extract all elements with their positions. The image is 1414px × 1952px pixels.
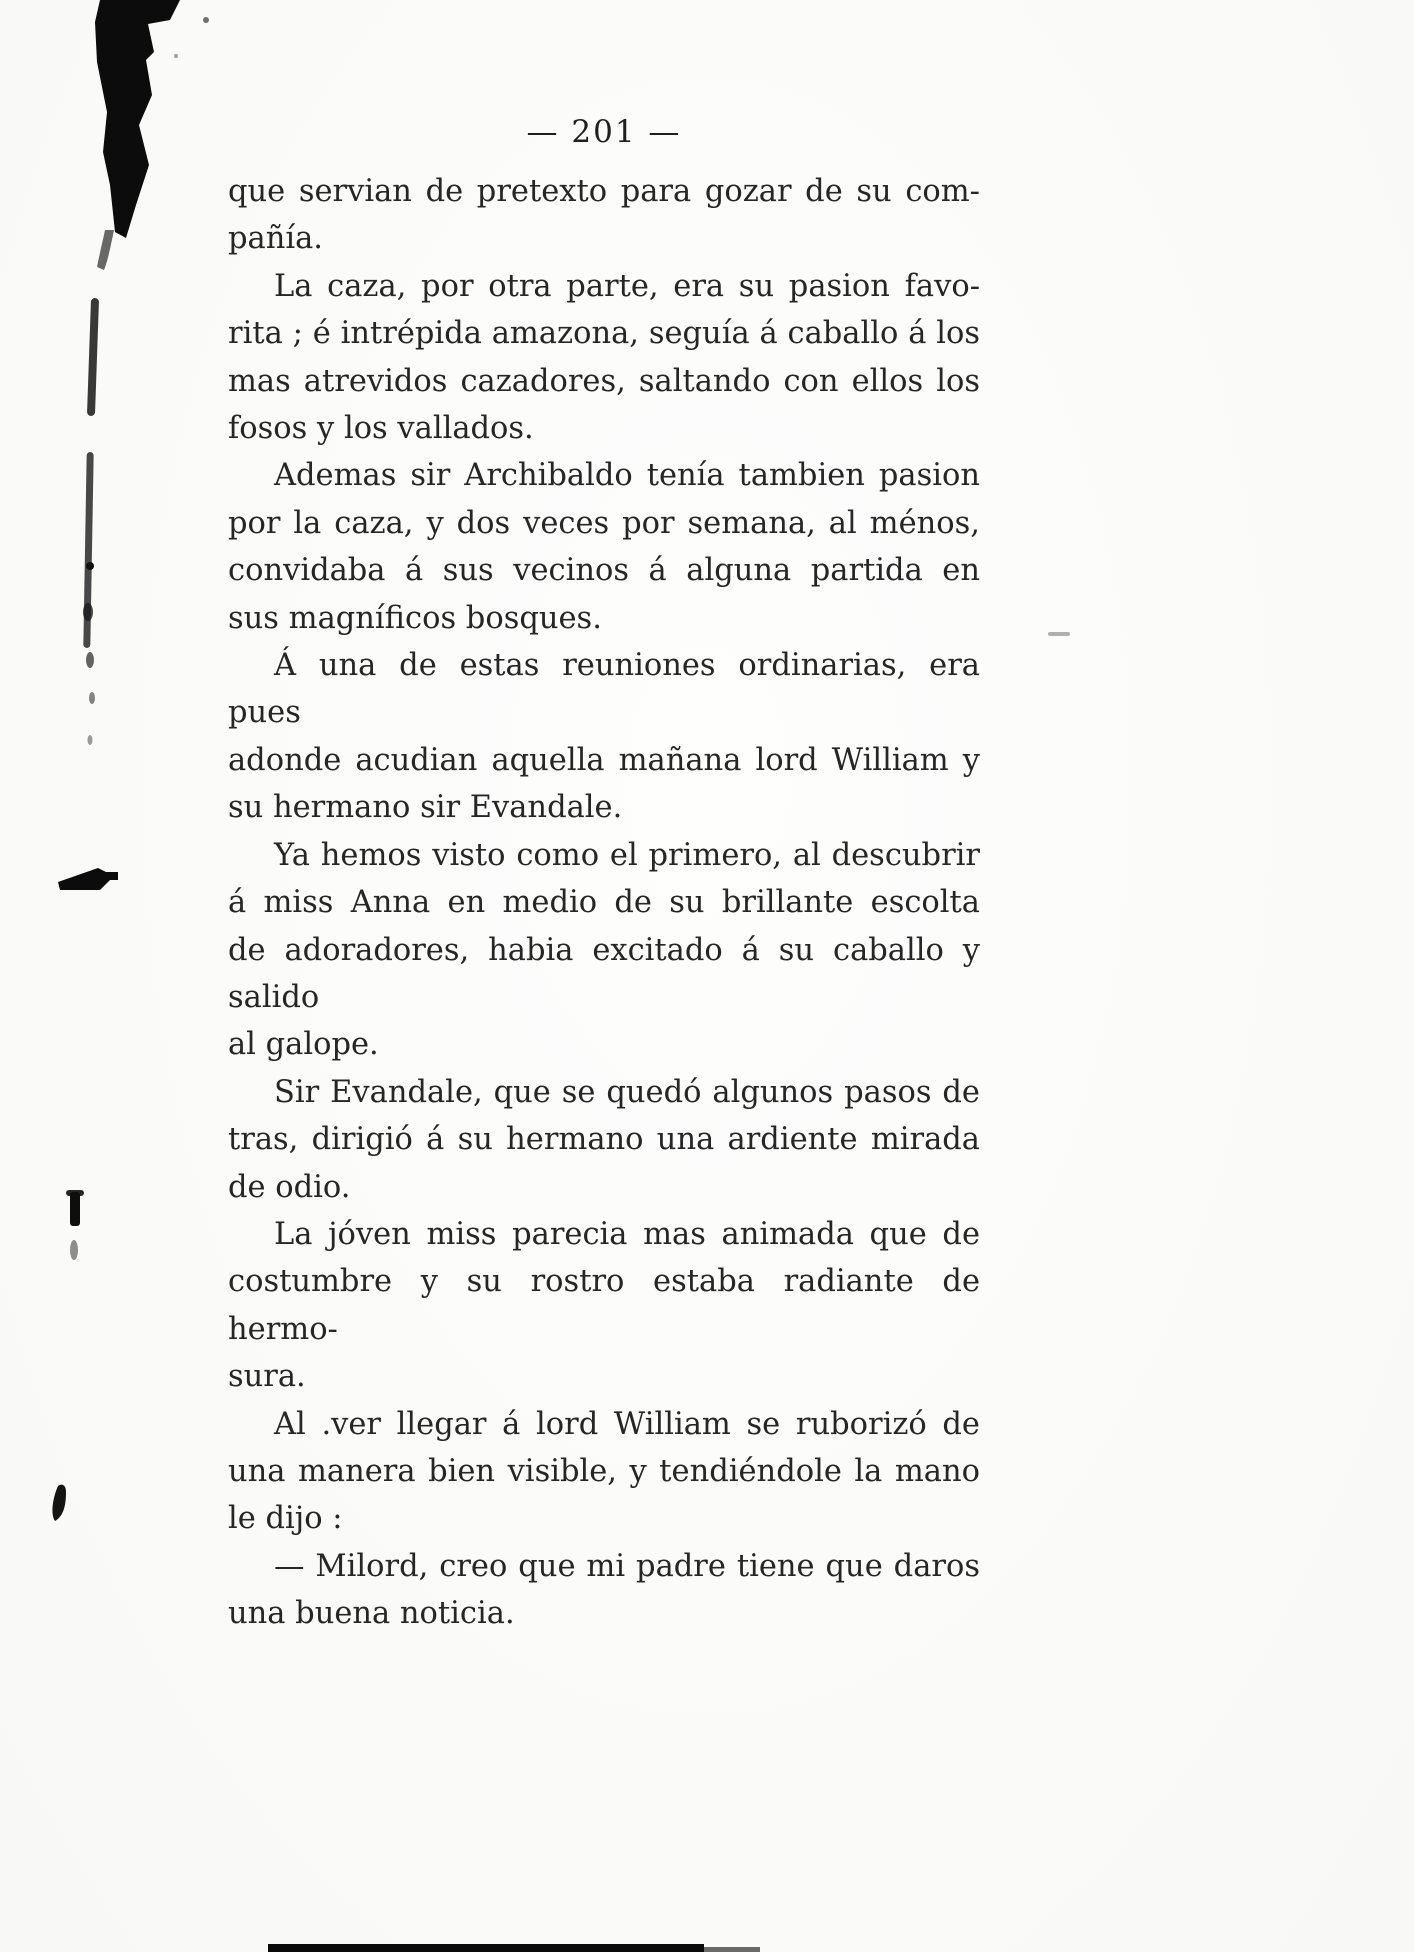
paragraph: [228, 1543, 980, 1638]
paragraph: [228, 832, 980, 1069]
text-line: La jóven miss parecia mas animada que de: [274, 1216, 980, 1252]
paragraph: [228, 1401, 980, 1543]
text-line: pañía.: [228, 221, 323, 257]
text-line: Á una de estas reuniones ordinarias, era pues: [228, 648, 980, 731]
paragraph: [228, 452, 980, 642]
paragraph: [228, 1069, 980, 1211]
text-line: al galope.: [228, 1027, 379, 1063]
text-line: sus magníficos bosques.: [228, 600, 602, 636]
text-line: Sir Evandale, que se quedó algunos pasos de: [274, 1074, 980, 1110]
text-line: Ademas sir Archibaldo tenía tambien pasion: [274, 458, 980, 494]
text-line: que servian de pretexto para gozar de su com-: [228, 174, 980, 209]
text-line: Al .ver llegar á lord William se ruborizó de: [274, 1406, 980, 1442]
text-line: una manera bien visible, y tendiéndole la mano: [228, 1453, 980, 1489]
paragraph: [228, 263, 980, 453]
text-line: de odio.: [228, 1169, 351, 1205]
text-line: — Milord, creo que mi padre tiene que daros: [274, 1548, 980, 1584]
text-line: de adoradores, habia excitado á su caballo y salido: [228, 932, 980, 1015]
text-line: á miss Anna en medio de su brillante escolta: [228, 885, 980, 921]
text-line: por la caza, y dos veces por semana, al ménos,: [228, 505, 980, 541]
paragraph: [228, 168, 980, 263]
text-line: su hermano sir Evandale.: [228, 790, 623, 826]
paragraph: [228, 1211, 980, 1401]
page-number: — 201 —: [526, 114, 682, 150]
paragraph-container: [228, 168, 980, 1638]
ink-blob: [95, 0, 180, 238]
text-line: fosos y los vallados.: [228, 411, 534, 447]
paragraph: [228, 642, 980, 832]
text-line: convidaba á sus vecinos á alguna partida en: [228, 553, 980, 589]
text-line: rita ; é intrépida amazona, seguía á caballo á los: [228, 316, 980, 352]
text-line: Ya hemos visto como el primero, al descubrir: [274, 837, 980, 873]
text-line: mas atrevidos cazadores, saltando con ellos los: [228, 363, 980, 399]
text-line: adonde acudian aquella mañana lord William y: [228, 742, 980, 778]
text-line: una buena noticia.: [228, 1596, 515, 1632]
text-block: [228, 110, 980, 1638]
text-line: La caza, por otra parte, era su pasion favo-: [274, 268, 980, 304]
text-line: le dijo :: [228, 1501, 343, 1537]
text-line: costumbre y su rostro estaba radiante de hermo-: [228, 1264, 980, 1347]
text-line: tras, dirigió á su hermano una ardiente mirada: [228, 1122, 980, 1158]
text-line: sura.: [228, 1359, 306, 1395]
